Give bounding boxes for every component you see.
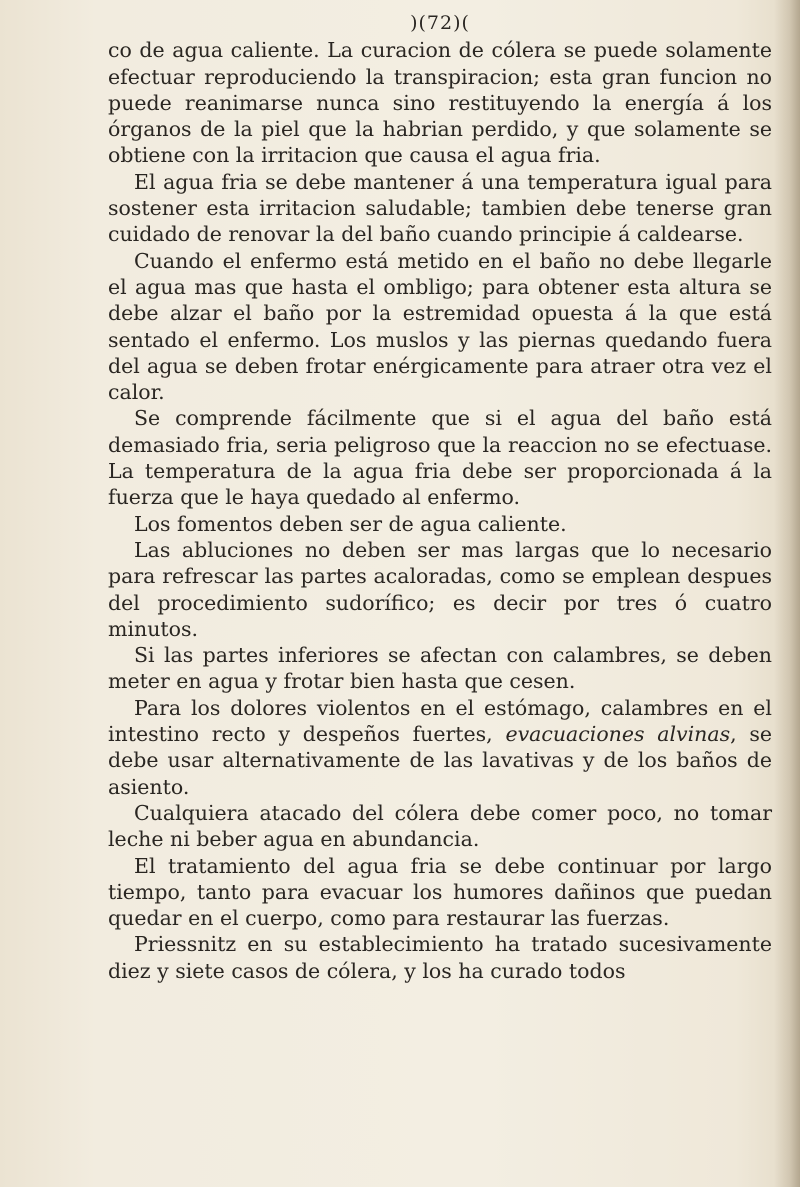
paragraph: Se comprende fácilmente que si el agua del baño está demasiado fria, seria peligroso que la reaccion no se efectuase. La temperatura de la agua fria debe ser proporcionada á la fuerza que le haya quedado al enfermo.	[108, 406, 772, 510]
paragraph: Las abluciones no deben ser mas largas que lo necesario para refrescar las partes acaloradas, como se emplean despues del procedimiento sudorífico; es decir por tres ó cuatro minutos.	[108, 537, 772, 641]
paragraph: El agua fria se debe mantener á una temperatura igual para sostener esta irritacion saludable; tambien debe tenerse gran cuidado de renovar la del baño cuando principie á caldearse.	[108, 169, 772, 247]
paragraph: Cuando el enfermo está metido en el baño no debe llegarle el agua mas que hasta el ombligo; para obtener esta altura se debe alzar el baño por la estremidad opuesta á la que está sentado el enfermo. Los muslos y las piernas quedando fuera del agua se deben frotar enérgicamente para atraer otra vez el calor.	[108, 248, 772, 405]
paragraph-text: Para los dolores violentos en el estómago, calambres en el intestino recto y despeños fuertes,	[108, 695, 772, 747]
paragraph: Si las partes inferiores se afectan con calambres, se deben meter en agua y frotar bien hasta que cesen.	[108, 643, 772, 694]
paragraph: Cualquiera atacado del cólera debe comer poco, no tomar leche ni beber agua en abundancia.	[108, 800, 772, 852]
page-text-block	[108, 10, 772, 984]
paragraph: El tratamiento del agua fria se debe continuar por largo tiempo, tanto para evacuar los humores dañinos que puedan quedar en el cuerpo, como para restaurar las fuerzas.	[108, 853, 772, 931]
page-edge-shadow	[774, 0, 800, 1187]
paragraph-text: , se debe usar alternativamente de las lavativas y de los baños de asiento.	[108, 722, 773, 799]
paragraph: Priessnitz en su establecimiento ha tratado sucesivamente diez y siete casos de cólera, y los ha curado todos	[108, 932, 772, 983]
page-number: )(72)(	[410, 12, 470, 34]
paragraph	[108, 695, 772, 800]
paragraph: Los fomentos deben ser de agua caliente.	[134, 511, 567, 536]
italic-term: evacuaciones alvinas	[505, 722, 731, 747]
paragraph: co de agua caliente. La curacion de cólera se puede solamente efectuar reproduciendo la transpiracion; esta gran funcion no puede reanimarse nunca sino restituyendo la energía á los órganos de la piel que la habrian perdido, y que solamente se obtiene con la irritacion que causa el agua fria.	[108, 38, 772, 168]
